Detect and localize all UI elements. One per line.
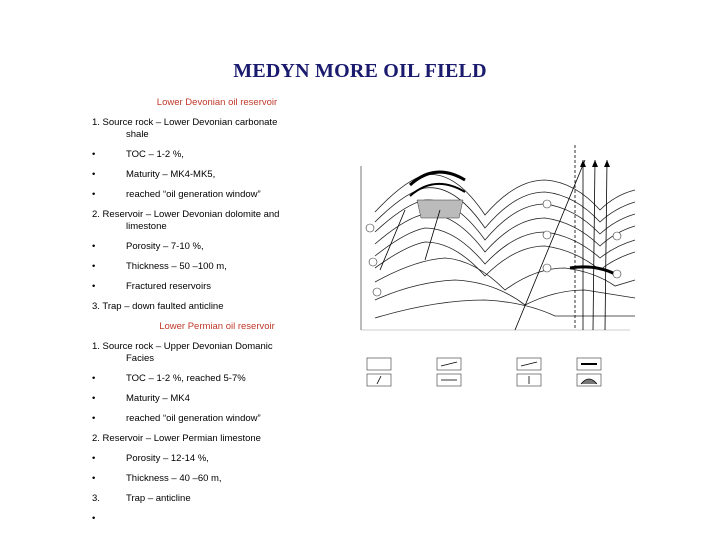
- permian-reservoir: 2. Reservoir – Lower Permian limestone: [92, 433, 261, 444]
- devonian-heading: Lower Devonian oil reservoir: [156, 97, 278, 108]
- permian-source-rock: [92, 341, 342, 365]
- bullet-icon: •: [92, 413, 96, 424]
- devonian-source-rock: [92, 117, 342, 141]
- bullet-icon: •: [92, 393, 96, 404]
- trailing-bullet: •: [92, 513, 96, 524]
- permian-toc: TOC – 1-2 %, reached 5-7%: [126, 373, 246, 384]
- legend: [367, 358, 601, 386]
- list-item: [92, 189, 342, 201]
- horizon-lines: [375, 175, 635, 319]
- bullet-icon: •: [92, 241, 96, 252]
- wells: [515, 145, 607, 330]
- permian-source-rock-lead: 1. Source rock – Upper Devonian Domanic: [92, 341, 273, 352]
- list-item: [92, 149, 342, 161]
- devonian-reservoir-lead: 2. Reservoir – Lower Devonian dolomite and: [92, 209, 280, 220]
- permian-source-rock-cont: Facies: [126, 353, 154, 364]
- list-item: [92, 413, 342, 425]
- reservoir-description: [92, 97, 342, 533]
- permian-thickness: Thickness – 40 –60 m,: [126, 473, 222, 484]
- permian-window: reached “oil generation window”: [126, 413, 261, 424]
- devonian-reservoir: [92, 209, 342, 233]
- permian-trap: Trap – anticline: [126, 493, 191, 504]
- bullet-icon: •: [92, 261, 96, 272]
- devonian-toc: TOC – 1-2 %,: [126, 149, 184, 160]
- list-number: 3.: [92, 493, 100, 504]
- legend-symbols: [377, 362, 597, 384]
- permian-porosity: Porosity – 12-14 %,: [126, 453, 209, 464]
- list-item: [92, 281, 342, 293]
- geologic-cross-section: [355, 140, 640, 400]
- list-item: [92, 373, 342, 385]
- devonian-window: reached “oil generation window”: [126, 189, 261, 200]
- devonian-source-rock-cont: shale: [126, 129, 149, 140]
- hatched-reservoir: [417, 200, 463, 218]
- list-item: [92, 453, 342, 465]
- bullet-icon: •: [92, 453, 96, 464]
- page-title: MEDYN MORE OIL FIELD: [233, 60, 487, 82]
- permian-maturity: Maturity – MK4: [126, 393, 190, 404]
- list-item: [92, 169, 342, 181]
- list-item: [92, 493, 342, 505]
- devonian-source-rock-lead: 1. Source rock – Lower Devonian carbonate: [92, 117, 278, 128]
- list-item: [92, 261, 342, 273]
- devonian-reservoir-cont: limestone: [126, 221, 167, 232]
- bullet-icon: •: [92, 281, 96, 292]
- permian-heading: Lower Permian oil reservoir: [159, 321, 275, 332]
- devonian-porosity: Porosity – 7-10 %,: [126, 241, 204, 252]
- bullet-icon: •: [92, 149, 96, 160]
- bullet-icon: •: [92, 373, 96, 384]
- devonian-thickness: Thickness – 50 –100 m,: [126, 261, 227, 272]
- bullet-icon: •: [92, 473, 96, 484]
- list-item: [92, 473, 342, 485]
- bullet-icon: •: [92, 189, 96, 200]
- bullet-icon: •: [92, 169, 96, 180]
- list-item: [92, 241, 342, 253]
- devonian-fractured: Fractured reservoirs: [126, 281, 211, 292]
- devonian-maturity: Maturity – MK4-MK5,: [126, 169, 216, 180]
- list-item: [92, 393, 342, 405]
- devonian-trap: 3. Trap – down faulted anticline: [92, 301, 224, 312]
